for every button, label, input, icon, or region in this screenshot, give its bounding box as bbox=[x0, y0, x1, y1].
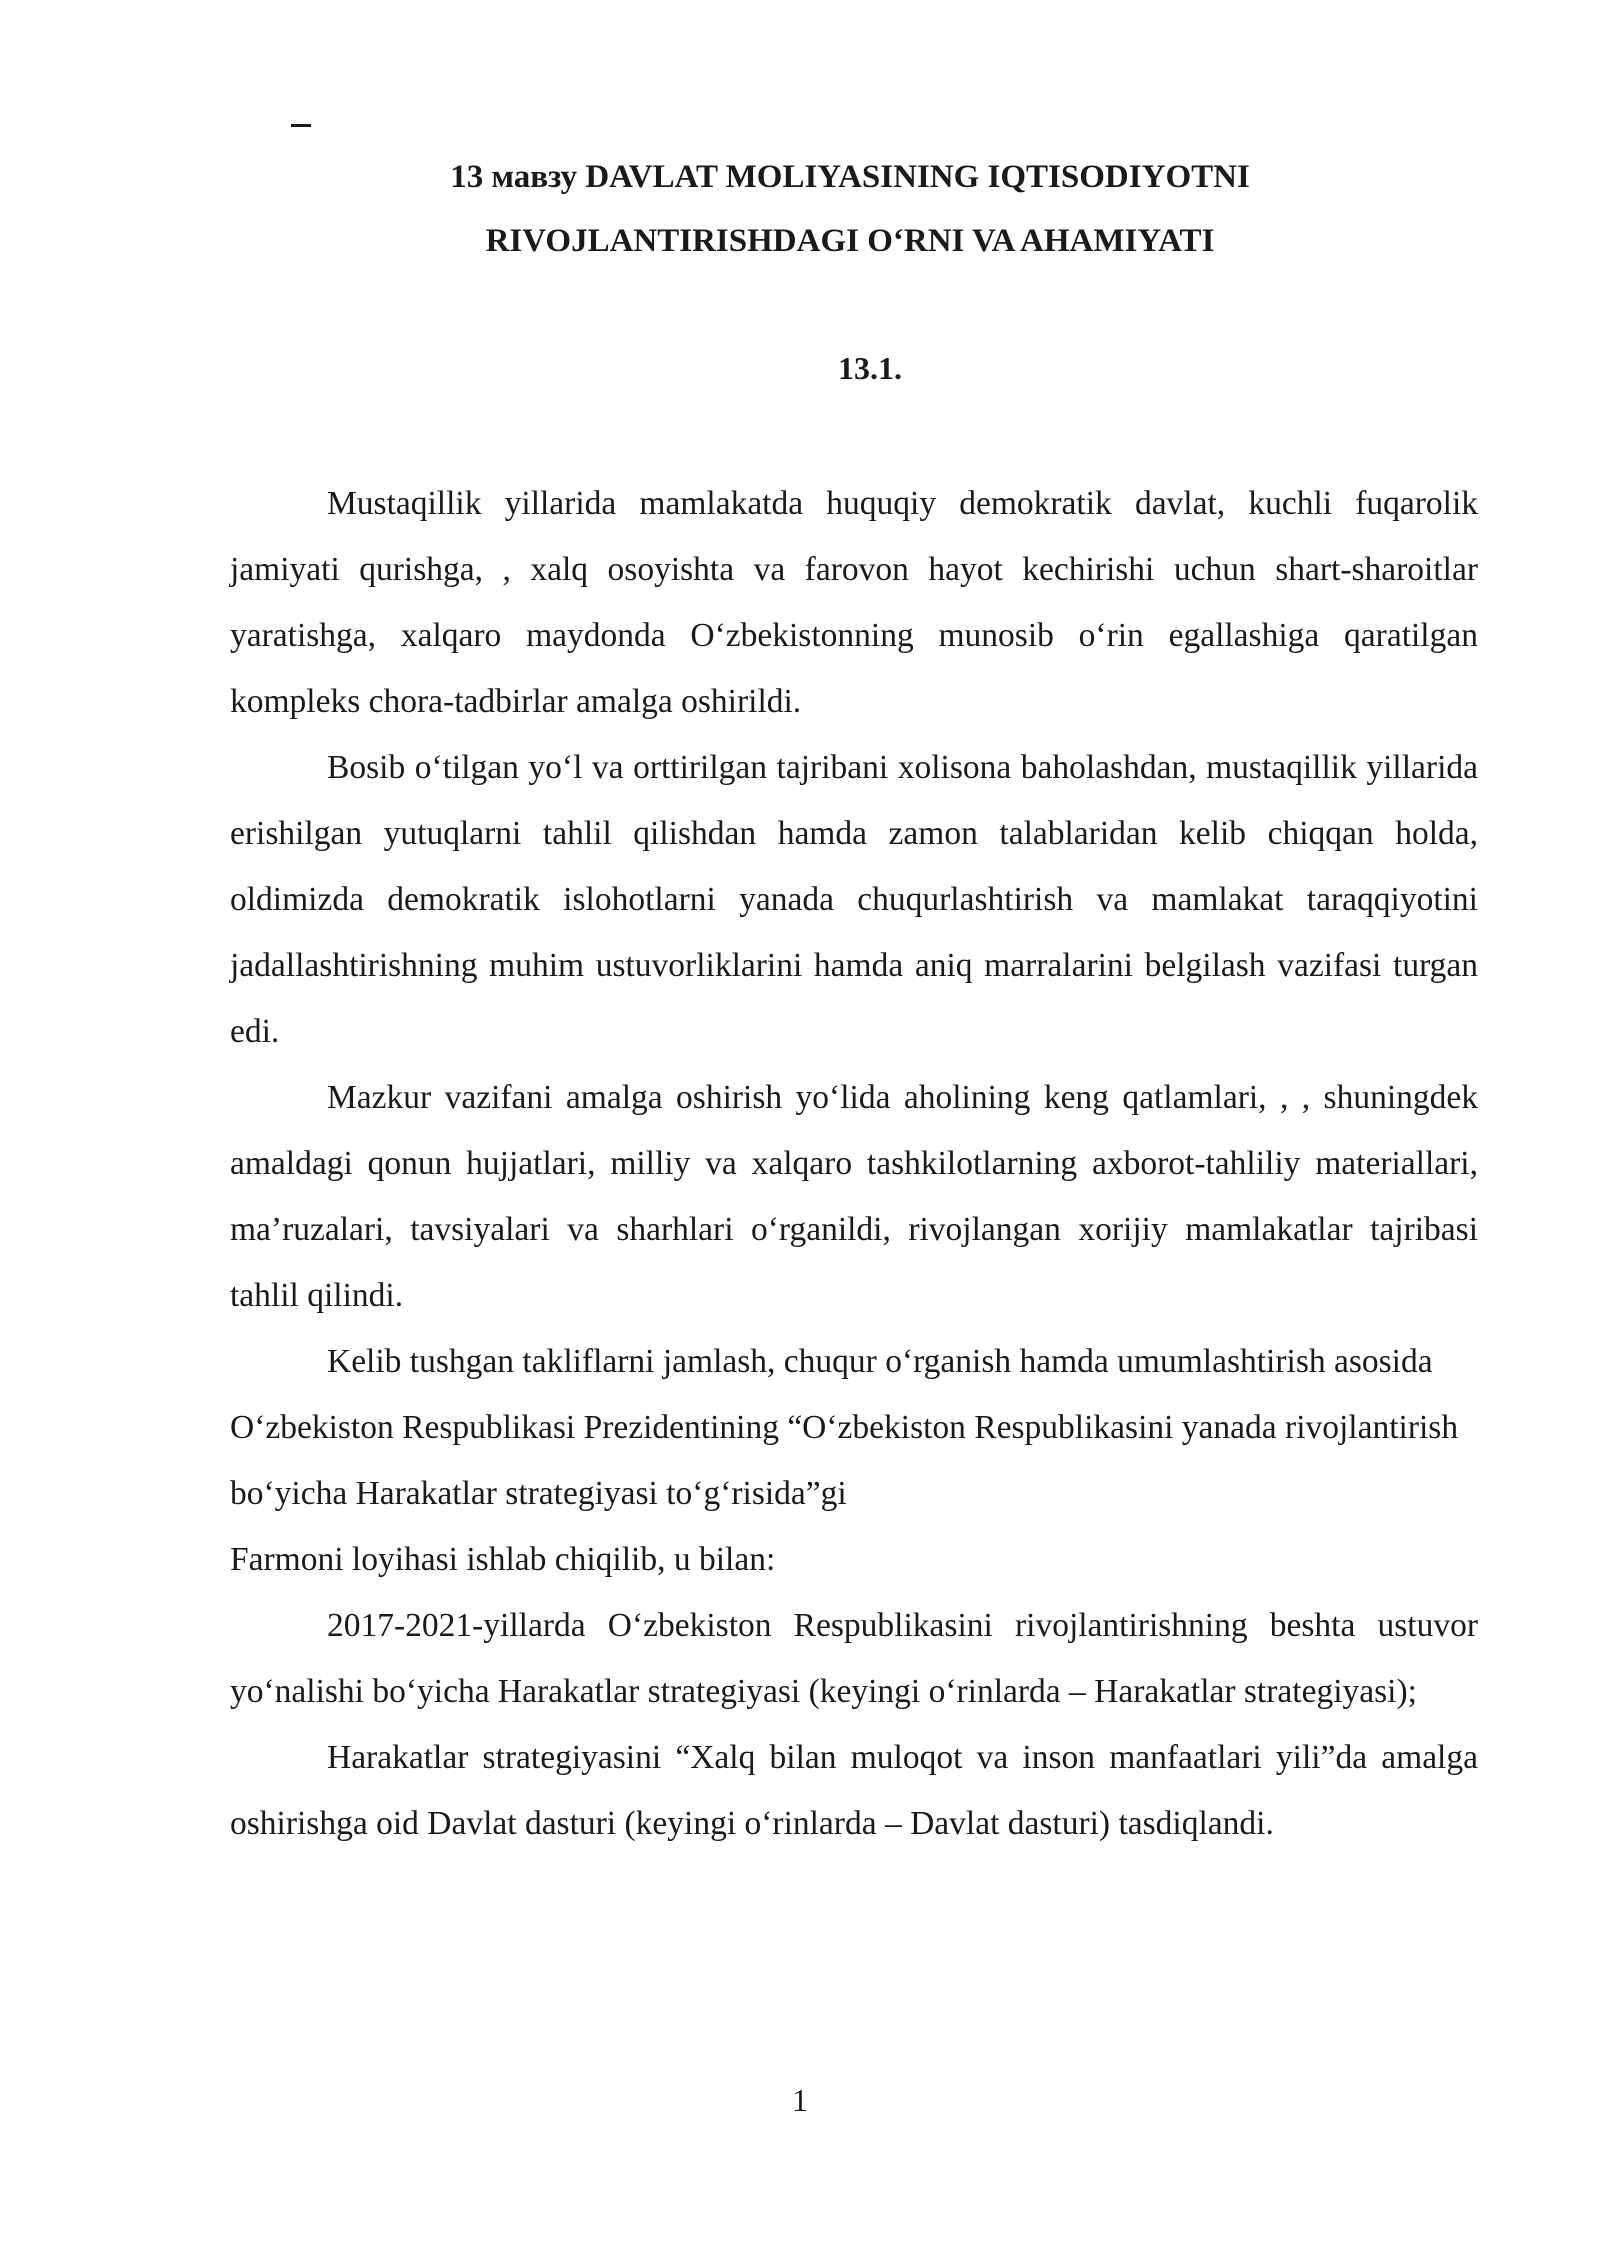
body-text bbox=[230, 471, 1478, 1857]
paragraph-3: Mazkur vazifani amalga oshirish yo‘lida aholining keng qatlamlari, , , shuningdek amaldagi qonun hujjatlari, milliy va xalqaro tashkilotlarning axborot-tahliliy materiallari, ma’ruzalari, tavsiyalari va sharhlari o‘rganildi, rivojlangan xorijiy mamlakatlar tajribasi tahlil qilindi. bbox=[230, 1079, 1478, 1314]
dash-mark bbox=[291, 124, 311, 127]
paragraph-7: Harakatlar strategiyasini “Xalq bilan muloqot va inson manfaatlari yili”da amalga oshirishga oid Davlat dasturi (keyingi o‘rinlarda – Davlat dasturi) tasdiqlandi. bbox=[230, 1739, 1478, 1842]
paragraph-6: 2017-2021-yillarda O‘zbekiston Respublikasini rivojlantirishning beshta ustuvor yo‘nalishi bo‘yicha Harakatlar strategiyasi (keyingi o‘rinlarda – Harakatlar strategiyasi); bbox=[230, 1607, 1478, 1710]
paragraph-5: Farmoni loyihasi ishlab chiqilib, u bilan: bbox=[230, 1541, 776, 1578]
title-line-1: 13 мавзу DAVLAT MOLIYASINING IQTISODIYOTNI bbox=[450, 159, 1250, 195]
paragraph-1: Mustaqillik yillarida mamlakatda huquqiy demokratik davlat, kuchli fuqarolik jamiyati qurishga, , xalq osoyishta va farovon hayot kechirishi uchun shart-sharoitlar yaratishga, xalqaro maydonda O‘zbekistonning munosib o‘rin egallashiga qaratilgan kompleks chora-tadbirlar amalga oshirildi. bbox=[230, 485, 1478, 720]
title-line-2: RIVOJLANTIRISHDAGI O‘RNI VA AHAMIYATI bbox=[485, 223, 1215, 259]
paragraph-2: Bosib o‘tilgan yo‘l va orttirilgan tajribani xolisona baholashdan, mustaqillik yillarida erishilgan yutuqlarni tahlil qilishdan hamda zamon talablaridan kelib chiqqan holda, oldimizda demokratik islohotlarni yanada chuqurlashtirish va mamlakat taraqqiyotini jadallashtirishning muhim ustuvorliklarini hamda aniq marralarini belgilash vazifasi turgan edi. bbox=[230, 749, 1478, 1050]
page-number: 1 bbox=[792, 2082, 808, 2118]
paragraph-4: Kelib tushgan takliflarni jamlash, chuqur o‘rganish hamda umumlashtirish asosida O‘zbekiston Respublikasi Prezidentining “O‘zbekiston Respublikasini yanada rivojlantirish bo‘yicha Harakatlar strategiyasi to‘g‘risida”gi bbox=[230, 1343, 1459, 1512]
section-number: 13.1. bbox=[838, 350, 902, 386]
document-title bbox=[230, 145, 1470, 273]
